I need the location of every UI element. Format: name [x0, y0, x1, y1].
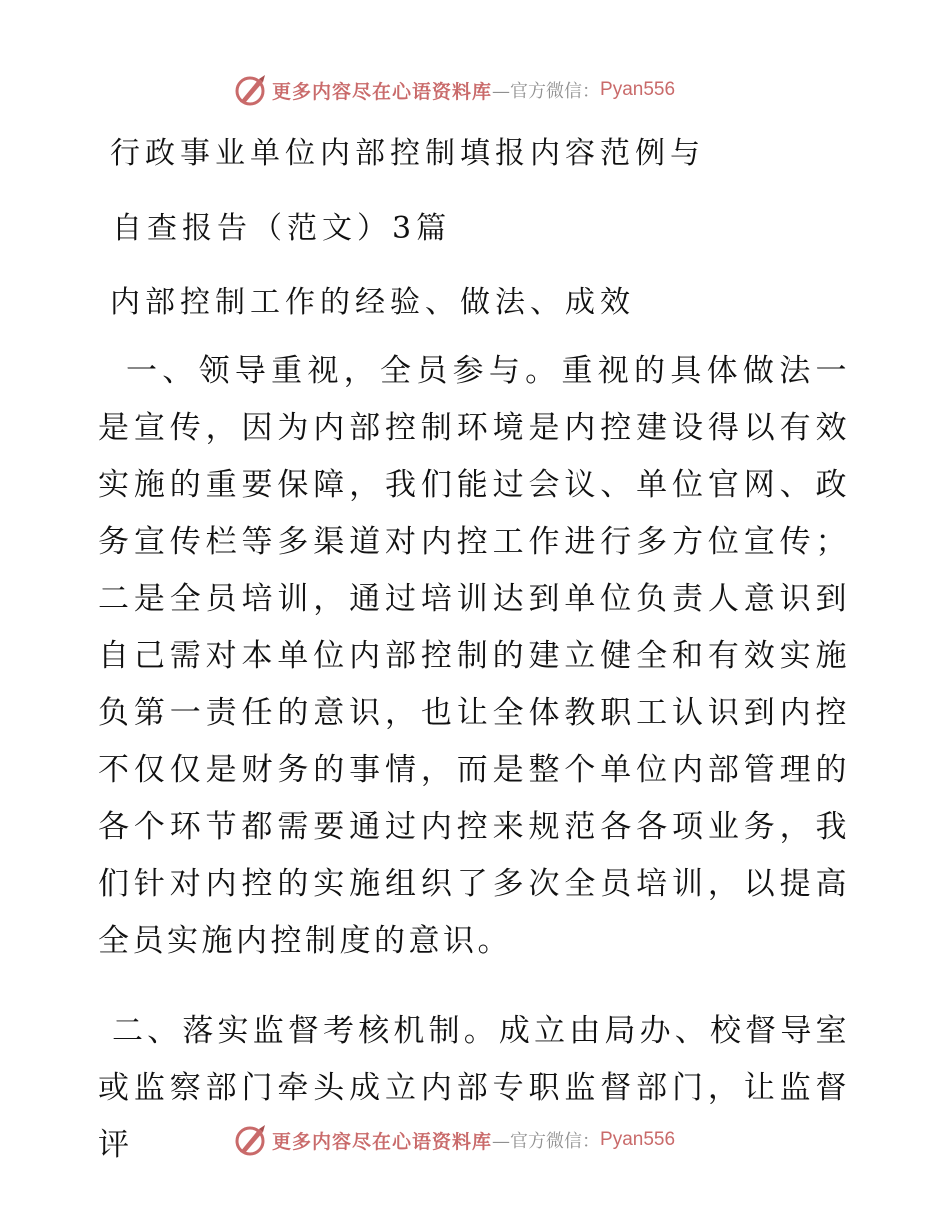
section-heading: 内部控制工作的经验、做法、成效: [110, 285, 635, 320]
quill-pen-circle-icon: [232, 1122, 268, 1158]
body-paragraph-1: 一、领导重视，全员参与。重视的具体做法一是宣传，因为内部控制环境是内控建设得以有效实施的重要保障，我们能过会议、单位官网、政务宣传栏等多渠道对内控工作进行多方位宣传；二是全员培训，通过培训达到单位负责人意识到自己需对本单位内部控制的建立健全和有效实施负第一责任的意识，也让全体教职工认识到内控不仅仅是财务的事情，而是整个单位内部管理的各个环节都需要通过内控来规范各各项业务，我们针对内控的实施组织了多次全员培训，以提高全员实施内控制度的意识。: [98, 353, 850, 959]
body-paragraph-2: 二、落实监督考核机制。成立由局办、校督导室或监察部门牵头成立内部专职监督部门，让监督评: [98, 1013, 850, 1163]
watermark-wechat-id: Pyan556: [600, 1129, 676, 1150]
watermark-official-label: —官方微信：: [492, 81, 601, 102]
quill-pen-circle-icon: [232, 72, 268, 108]
footer-watermark-banner: [232, 1122, 675, 1158]
document-title-line-1: 行政事业单位内部控制填报内容范例与: [110, 136, 705, 171]
watermark-wechat-id: Pyan556: [600, 79, 676, 100]
document-title-line-2: 自查报告（范文）3篇: [112, 211, 452, 246]
watermark-official-label: —官方微信：: [492, 1131, 601, 1152]
header-watermark-banner: [232, 72, 675, 108]
watermark-main-text: 更多内容尽在心语资料库: [272, 80, 493, 103]
watermark-main-text: 更多内容尽在心语资料库: [272, 1130, 493, 1153]
